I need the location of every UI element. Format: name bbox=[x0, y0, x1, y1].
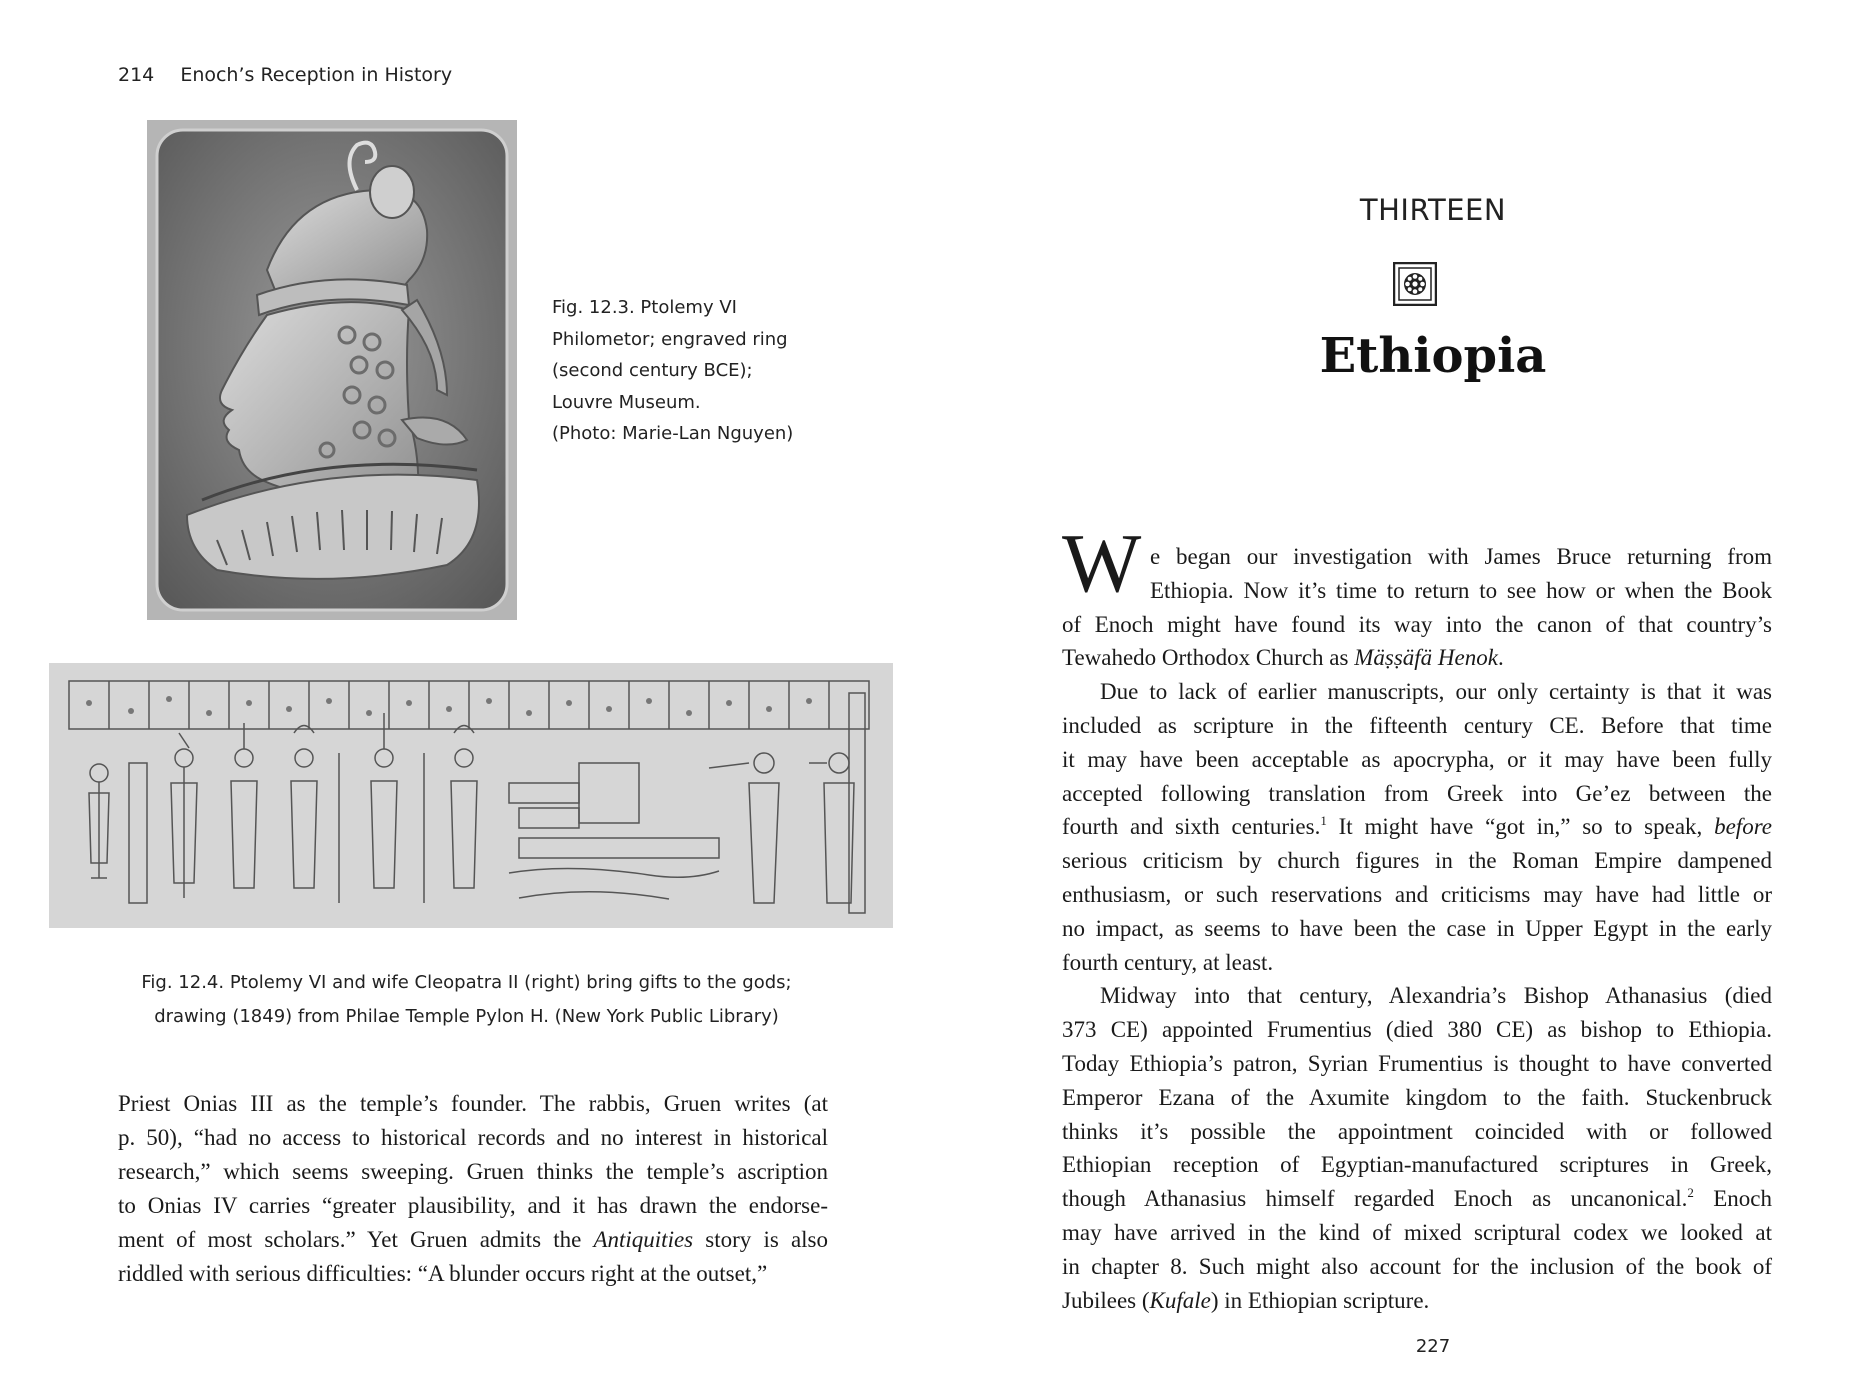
square-flower-ornament-icon bbox=[1393, 262, 1437, 306]
caption-line: (second century BCE); bbox=[552, 360, 753, 381]
text-line: may have arrived in the kind of mixed scriptural codex we looked at bbox=[1062, 1219, 1772, 1245]
text-line: Due to lack of earlier manuscripts, our only certainty is that it was bbox=[1100, 679, 1772, 705]
chapter-number: THIRTEEN bbox=[1359, 193, 1507, 227]
text-run: though Athanasius himself regarded Enoch as uncanonical. bbox=[1062, 1186, 1688, 1212]
text-line: to Onias IV carries “greater plausibility, and it has drawn the endorse- bbox=[118, 1193, 828, 1218]
text-run: Jubilees ( bbox=[1062, 1287, 1150, 1313]
text-line: it may have been acceptable as apocrypha, or it may have been fully bbox=[1062, 746, 1772, 772]
text-line: e began our investigation with James Bruce returning from bbox=[1150, 544, 1772, 569]
text-run: . bbox=[1497, 645, 1504, 671]
text-line: Emperor Ezana of the Axumite kingdom to the faith. Stuckenbruck bbox=[1062, 1084, 1772, 1110]
text-run: ment of most scholars.” Yet Gruen admits the bbox=[118, 1227, 594, 1252]
ornament-icon bbox=[1393, 262, 1437, 306]
caption-line: (Photo: Marie-Lan Nguyen) bbox=[552, 423, 794, 444]
text-line: enthusiasm, or such reservations and criticisms may have had little or bbox=[1062, 881, 1772, 907]
caption-line: Fig. 12.4. Ptolemy VI and wife Cleopatra II (right) bring gifts to the gods; bbox=[141, 972, 792, 993]
footnote-marker[interactable]: 2 bbox=[1687, 1185, 1694, 1201]
right-body-text bbox=[1062, 540, 1772, 1317]
text-run: Tewahedo Orthodox Church as bbox=[1062, 645, 1355, 671]
drop-cap: W bbox=[1062, 517, 1142, 610]
text-line bbox=[118, 1223, 828, 1257]
ptolemy-ring-image bbox=[147, 120, 517, 620]
emphasis: before bbox=[1714, 814, 1772, 840]
left-body-text bbox=[118, 1087, 828, 1291]
ptolemy-ring-illustration bbox=[147, 120, 517, 620]
figure-12-4-caption bbox=[0, 966, 933, 1034]
text-line: accepted following translation from Greek into Ge’ez between the bbox=[1062, 780, 1772, 806]
text-run: It might have “got in,” so to speak, bbox=[1326, 814, 1715, 840]
text-run: Enoch bbox=[1693, 1186, 1773, 1212]
page-number-left: 214 bbox=[118, 64, 155, 86]
text-line bbox=[1062, 1182, 1772, 1216]
text-line: riddled with serious difficulties: “A blunder occurs right at the outset,” bbox=[118, 1261, 768, 1286]
text-line bbox=[1062, 1284, 1772, 1318]
text-line: thinks it’s possible the appointment coincided with or followed bbox=[1062, 1118, 1772, 1144]
text-line: serious criticism by church figures in the Roman Empire dampened bbox=[1062, 848, 1772, 874]
text-line: included as scripture in the fifteenth century CE. Before that time bbox=[1062, 712, 1772, 738]
text-line: Ethiopian reception of Egyptian-manufactured scriptures in Greek, bbox=[1062, 1152, 1772, 1178]
book-title: Mäṣṣäfä Henok bbox=[1354, 645, 1498, 671]
running-head-title: Enoch’s Reception in History bbox=[180, 64, 453, 86]
text-line: 373 CE) appointed Frumentius (died 380 CE) as bishop to Ethiopia. bbox=[1062, 1017, 1772, 1043]
right-page bbox=[933, 0, 1866, 1400]
caption-line: Fig. 12.3. Ptolemy VI bbox=[552, 297, 737, 318]
page-number-right: 227 bbox=[1415, 1336, 1451, 1357]
text-line bbox=[1062, 641, 1772, 675]
text-line bbox=[1062, 810, 1772, 844]
text-line: fourth century, at least. bbox=[1062, 949, 1274, 975]
text-run: ) in Ethiopian scripture. bbox=[1210, 1287, 1430, 1313]
text-line: Today Ethiopia’s patron, Syrian Frumentius is thought to have converted bbox=[1062, 1050, 1772, 1076]
caption-line: Philometor; engraved ring bbox=[552, 328, 788, 350]
philae-relief-drawing bbox=[49, 663, 893, 928]
text-run: fourth and sixth centuries. bbox=[1062, 814, 1321, 840]
book-title: Kufale bbox=[1149, 1287, 1211, 1313]
figure-12-3-caption bbox=[552, 292, 852, 450]
text-line: research,” which seems sweeping. Gruen thinks the temple’s ascription bbox=[118, 1159, 828, 1184]
text-line: Midway into that century, Alexandria’s Bishop Athanasius (died bbox=[1100, 983, 1772, 1009]
text-line: Priest Onias III as the temple’s founder. The rabbis, Gruen writes (at bbox=[118, 1091, 828, 1116]
caption-line: Louvre Museum. bbox=[552, 391, 701, 413]
footnote-marker[interactable]: 1 bbox=[1320, 813, 1327, 829]
text-line: of Enoch might have found its way into the canon of that country’s bbox=[1062, 611, 1772, 637]
running-head bbox=[118, 64, 452, 86]
text-line: in chapter 8. Such might also account for the inclusion of the book of bbox=[1062, 1253, 1772, 1279]
philae-relief-illustration bbox=[49, 663, 893, 928]
text-run: story is also bbox=[693, 1227, 828, 1252]
text-line: Ethiopia. Now it’s time to return to see how or when the Book bbox=[1150, 577, 1772, 603]
text-line: p. 50), “had no access to historical records and no interest in historical bbox=[118, 1125, 828, 1150]
book-title: Antiquities bbox=[593, 1227, 694, 1252]
text-line: no impact, as seems to have been the case in Upper Egypt in the early bbox=[1062, 915, 1772, 941]
caption-line: drawing (1849) from Philae Temple Pylon H. (New York Public Library) bbox=[154, 1006, 779, 1027]
chapter-title: Ethiopia bbox=[1319, 328, 1547, 384]
